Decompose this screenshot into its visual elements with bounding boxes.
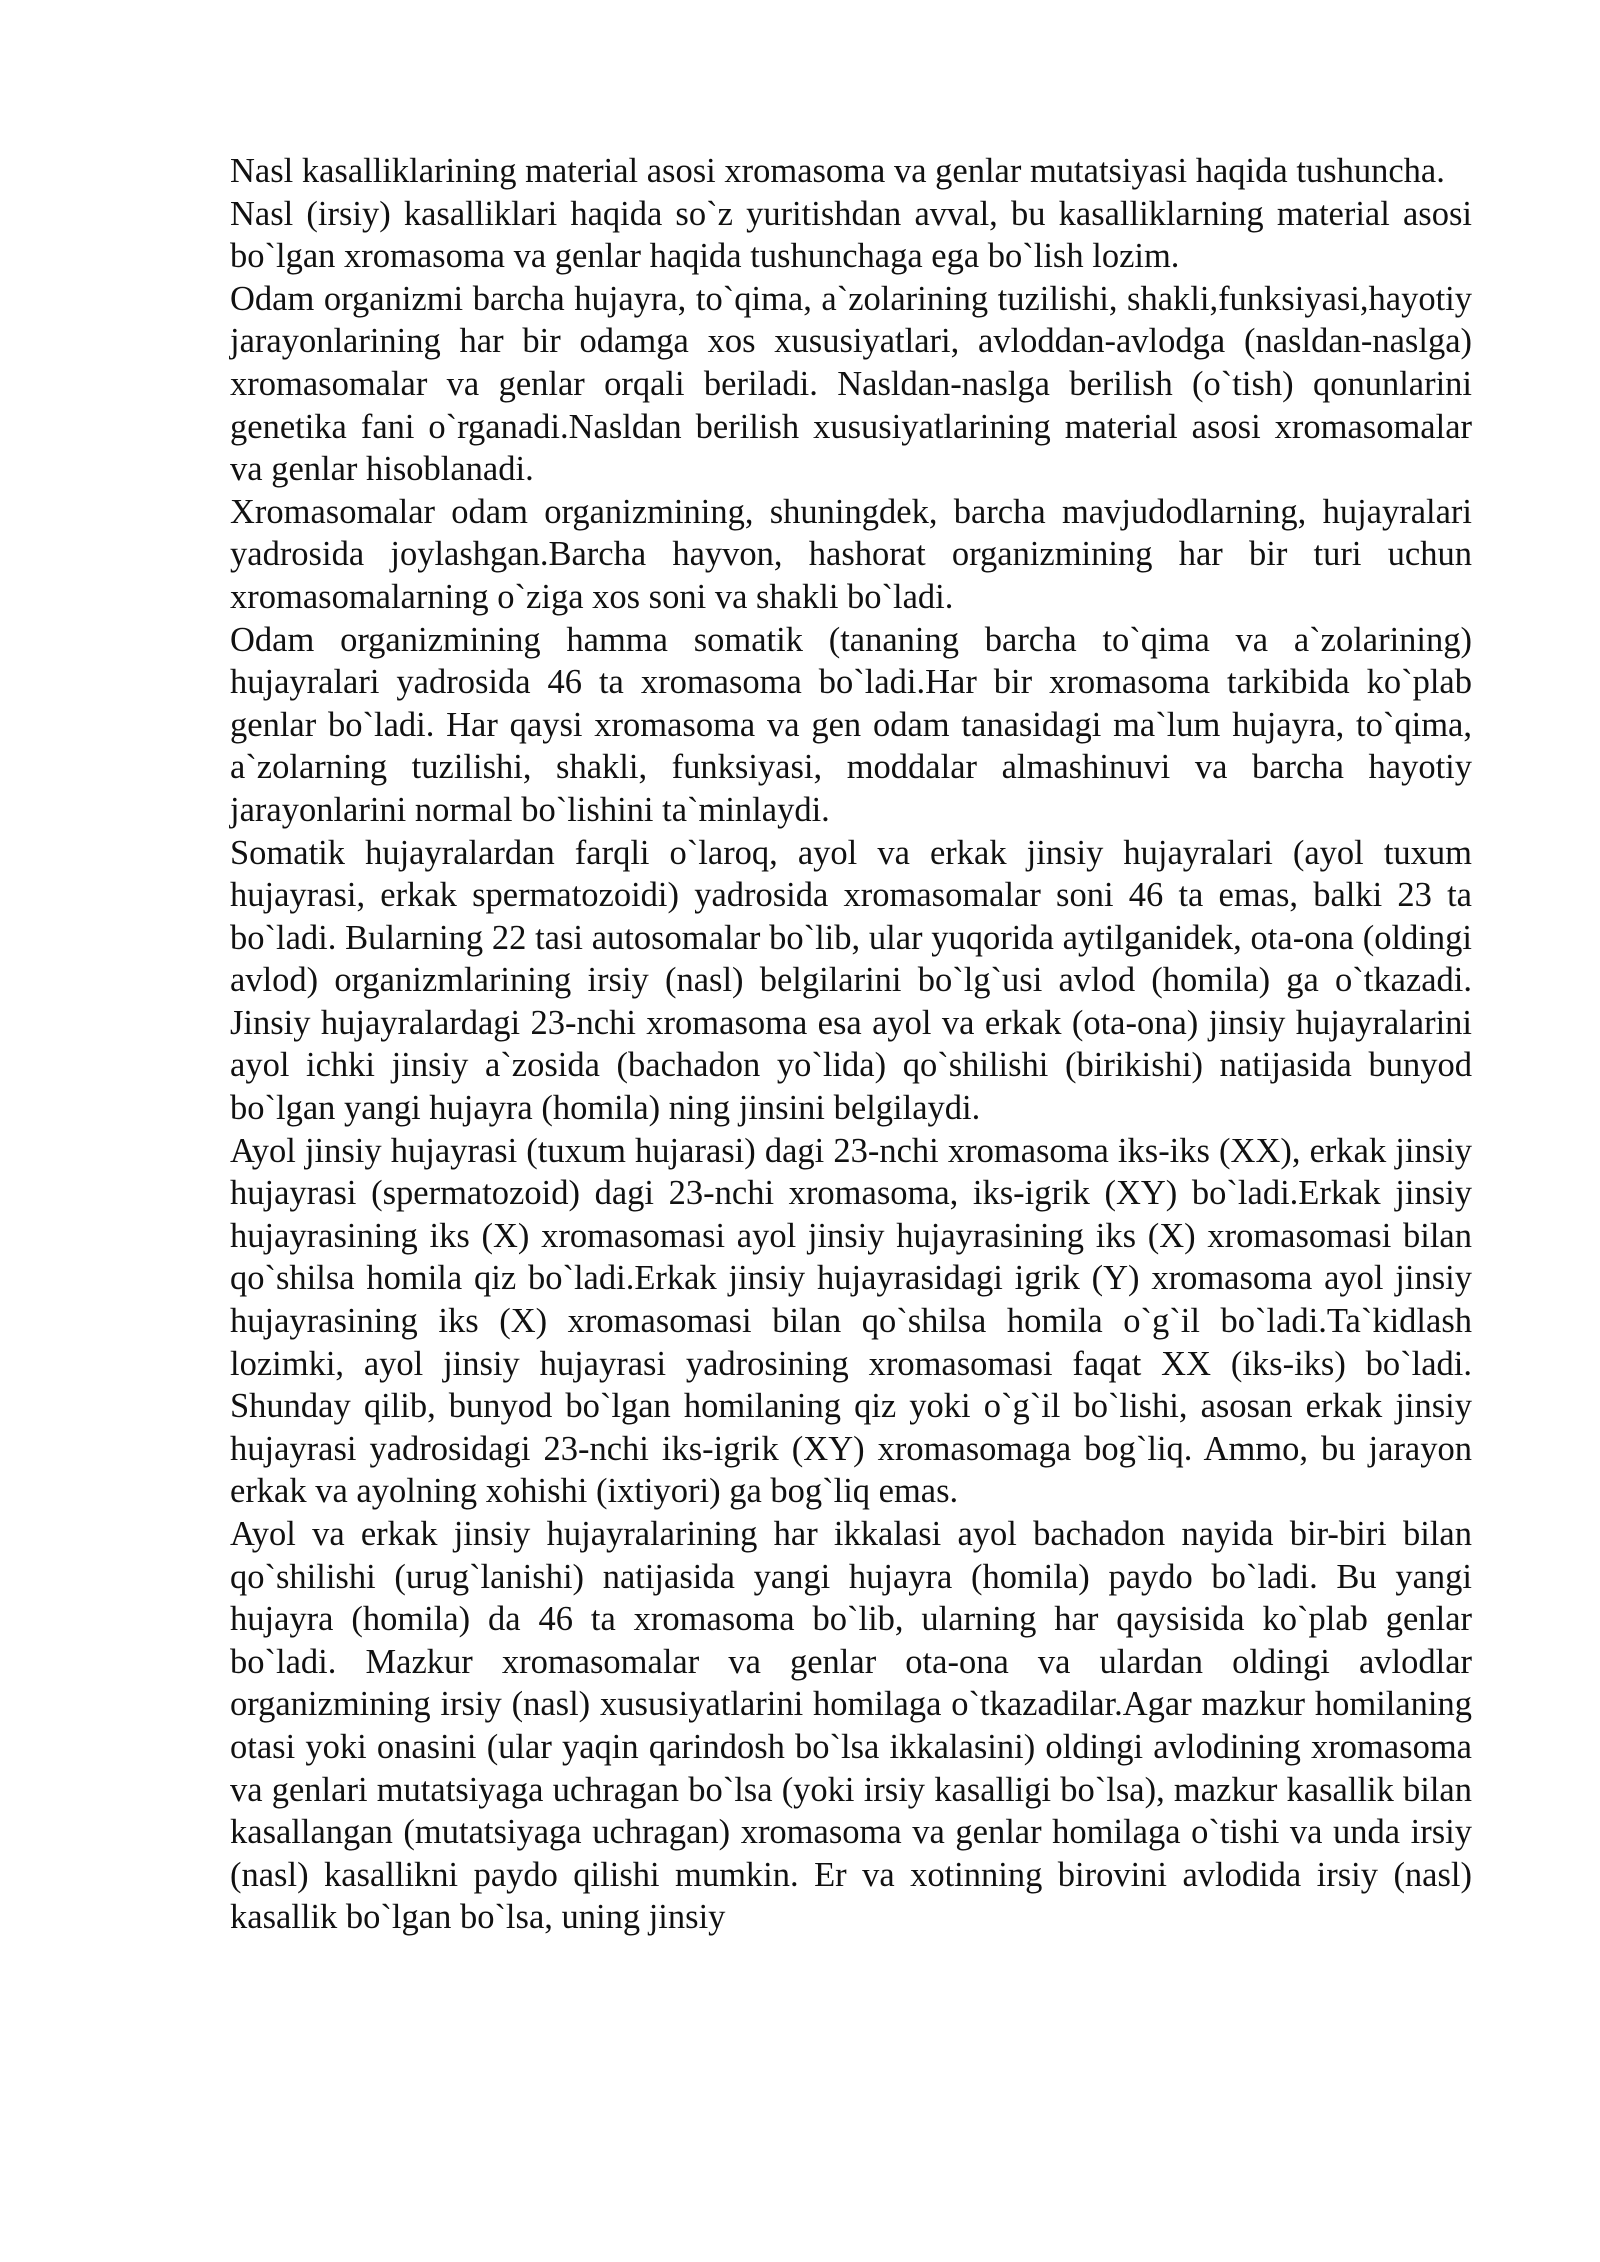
text-paragraph: Ayol jinsiy hujayrasi (tuxum hujarasi) dagi 23-nchi xromasoma iks-iks (XX), erkak jinsiy hujayrasi (spermatozoid) dagi 23-nchi xromasoma, iks-igrik (XY) bo`ladi.Erkak jinsiy hujayrasining iks (X) xromasomasi ayol jinsiy hujayrasining iks (X) xromasomasi bilan qo`shilsa homila qiz bo`ladi.Erkak jinsiy hujayrasidagi igrik (Y) xromasoma ayol jinsiy hujayrasining iks (X) xromasomasi bilan qo`shilsa homila o`g`il bo`ladi.Ta`kidlash lozimki, ayol jinsiy hujayrasi yadrosining xromasomasi faqat XX (iks-iks) bo`ladi. Shunday qilib, bunyod bo`lgan homilaning qiz yoki o`g`il bo`lishi, asosan erkak jinsiy hujayrasi yadrosidagi 23-nchi iks-igrik (XY) xromasomaga bog`liq. Ammo, bu jarayon erkak va ayolning xohishi (ixtiyori) ga bog`liq emas. [230,1131,1472,1511]
text-paragraph: Odam organizmining hamma somatik (tananing barcha to`qima va a`zolarining) hujayralari yadrosida 46 ta xromasoma bo`ladi.Har bir xromasoma tarkibida ko`plab genlar bo`ladi. Har qaysi xromasoma va gen odam tanasidagi ma`lum hujayra, to`qima, a`zolarning tuzilishi, shakli, funksiyasi, moddalar almashinuvi va barcha hayotiy jarayonlarini normal bo`lishini ta`minlaydi. [230,620,1472,829]
text-paragraph: Ayol va erkak jinsiy hujayralarining har ikkalasi ayol bachadon nayida bir-biri bilan qo`shilishi (urug`lanishi) natijasida yangi hujayra (homila) paydo bo`ladi. Bu yangi hujayra (homila) da 46 ta xromasoma bo`lib, ularning har qaysisida ko`plab genlar bo`ladi. Mazkur xromasomalar va genlar ota-ona va ulardan oldingi avlodlar organizmining irsiy (nasl) xususiyatlarini homilaga o`tkazadilar.Agar mazkur homilaning otasi yoki onasini (ular yaqin qarindosh bo`lsa ikkalasini) oldingi avlodining xromasoma va genlari mutatsiyaga uchragan bo`lsa (yoki irsiy kasalligi bo`lsa), mazkur kasallik bilan kasallangan (mutatsiyaga uchragan) xromasoma va genlar homilaga o`tishi va unda irsiy (nasl) kasallikni paydo qilishi mumkin. Er va xotinning birovini avlodida irsiy (nasl) kasallik bo`lgan bo`lsa, uning jinsiy [230,1515,1472,1937]
document-page [230,150,1472,1939]
heading-paragraph: Nasl kasalliklarining material asosi xromasoma va genlar mutatsiyasi haqida tushuncha. [230,152,1445,190]
text-paragraph: Odam organizmi barcha hujayra, to`qima, a`zolarining tuzilishi, shakli,funksiyasi,hayotiy jarayonlarining har bir odamga xos xususiyatlari, avloddan-avlodga (nasldan-naslga) xromasomalar va genlar orqali beriladi. Nasldan-naslga berilish (o`tish) qonunlarini genetika fani o`rganadi.Nasldan berilish xususiyatlarining material asosi xromasomalar va genlar hisoblanadi. [230,279,1472,489]
text-paragraph: Nasl (irsiy) kasalliklari haqida so`z yuritishdan avval, bu kasalliklarning material asosi bo`lgan xromasoma va genlar haqida tushunchaga ega bo`lish lozim. [230,194,1472,276]
text-paragraph: Somatik hujayralardan farqli o`laroq, ayol va erkak jinsiy hujayralari (ayol tuxum hujayrasi, erkak spermatozoidi) yadrosida xromasomalar soni 46 ta emas, balki 23 ta bo`ladi. Bularning 22 tasi autosomalar bo`lib, ular yuqorida aytilganidek, ota-ona (oldingi avlod) organizmlarining irsiy (nasl) belgilarini bo`lg`usi avlod (homila) ga o`tkazadi. Jinsiy hujayralardagi 23-nchi xromasoma esa ayol va erkak (ota-ona) jinsiy hujayralarini ayol ichki jinsiy a`zosida (bachadon yo`lida) qo`shilishi (birikishi) natijasida bunyod bo`lgan yangi hujayra (homila) ning jinsini belgilaydi. [230,833,1472,1128]
text-paragraph: Xromasomalar odam organizmining, shuningdek, barcha mavjudodlarning, hujayralari yadrosida joylashgan.Barcha hayvon, hashorat organizmining har bir turi uchun xromasomalarning o`ziga xos soni va shakli bo`ladi. [230,492,1472,616]
